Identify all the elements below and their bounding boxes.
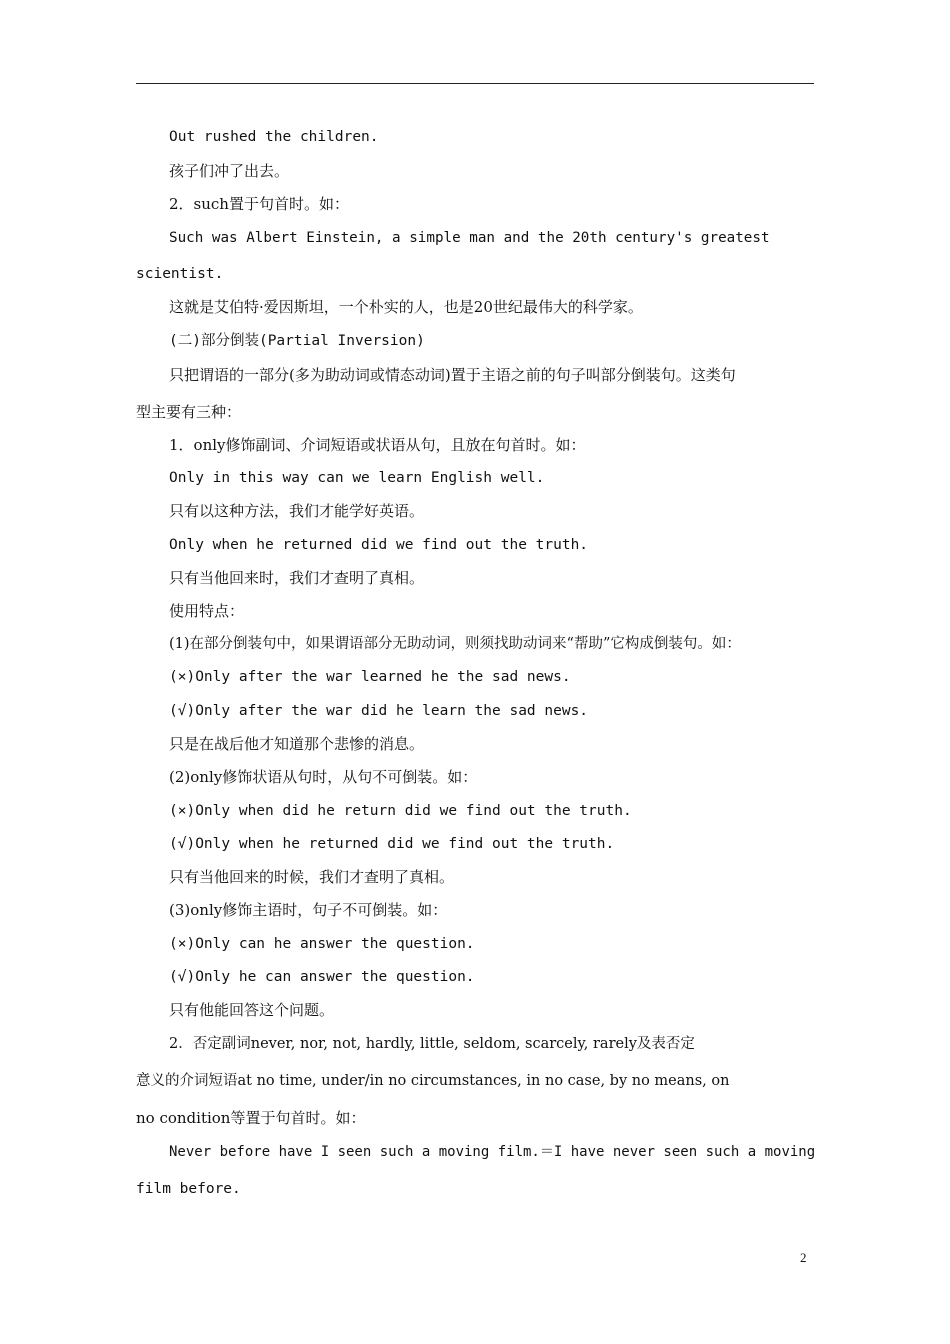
text-line: 意义的介词短语at no time, under/in no circumstances, in no case, by no means, on [136, 1073, 730, 1089]
text-line: Such was Albert Einstein, a simple man and the 20th century's greatest [169, 230, 770, 246]
text-line: 只有以这种方法，我们才能学好英语。 [169, 502, 425, 520]
text-line: (√)Only he can answer the question. [169, 969, 475, 985]
text-line: 只有当他回来时，我们才查明了真相。 [169, 569, 425, 587]
text-line: 2．否定副词never, nor, not, hardly, little, seldom, scarcely, rarely及表否定 [169, 1036, 695, 1052]
header-rule [136, 83, 814, 84]
text-line: (√)Only when he returned did we find out the truth. [169, 836, 615, 852]
text-line: 孩子们冲了出去。 [169, 162, 290, 180]
text-line: (2)only修饰状语从句时，从句不可倒装。如： [169, 768, 478, 786]
text-line: (√)Only after the war did he learn the sad news. [169, 703, 589, 719]
text-line: (1)在部分倒装句中，如果谓语部分无助动词，则须找助动词来“帮助”它构成倒装句。如： [169, 636, 741, 652]
text-line: 2．such置于句首时。如： [169, 195, 349, 213]
text-line: scientist. [136, 266, 224, 282]
text-line: (×)Only can he answer the question. [169, 936, 475, 952]
text-line: 只有他能回答这个问题。 [169, 1001, 335, 1019]
text-line: 只是在战后他才知道那个悲惨的消息。 [169, 735, 425, 753]
text-line: Never before have I seen such a moving film.＝I have never seen such a moving [169, 1144, 816, 1160]
text-line: 只把谓语的一部分(多为助动词或情态动词)置于主语之前的句子叫部分倒装句。这类句 [169, 366, 736, 384]
text-line: 这就是艾伯特·爱因斯坦，一个朴实的人，也是20世纪最伟大的科学家。 [169, 298, 643, 316]
text-line: (×)Only when did he return did we find out the truth. [169, 803, 632, 819]
text-line: no condition等置于句首时。如： [136, 1109, 366, 1127]
text-line: Out rushed the children. [169, 129, 379, 145]
text-line: 1．only修饰副词、介词短语或状语从句，且放在句首时。如： [169, 436, 586, 454]
text-line: (3)only修饰主语时，句子不可倒装。如： [169, 901, 448, 919]
text-line: Only when he returned did we find out the truth. [169, 537, 589, 553]
section-heading: (二)部分倒装(Partial Inversion) [169, 333, 425, 349]
text-line: film before. [136, 1181, 241, 1197]
text-line: 只有当他回来的时候，我们才查明了真相。 [169, 868, 455, 886]
text-line: 使用特点： [169, 602, 245, 620]
text-line: Only in this way can we learn English well. [169, 470, 545, 486]
text-line: 型主要有三种： [136, 403, 242, 421]
text-line: (×)Only after the war learned he the sad news. [169, 669, 571, 685]
page-number: 2 [800, 1250, 807, 1265]
